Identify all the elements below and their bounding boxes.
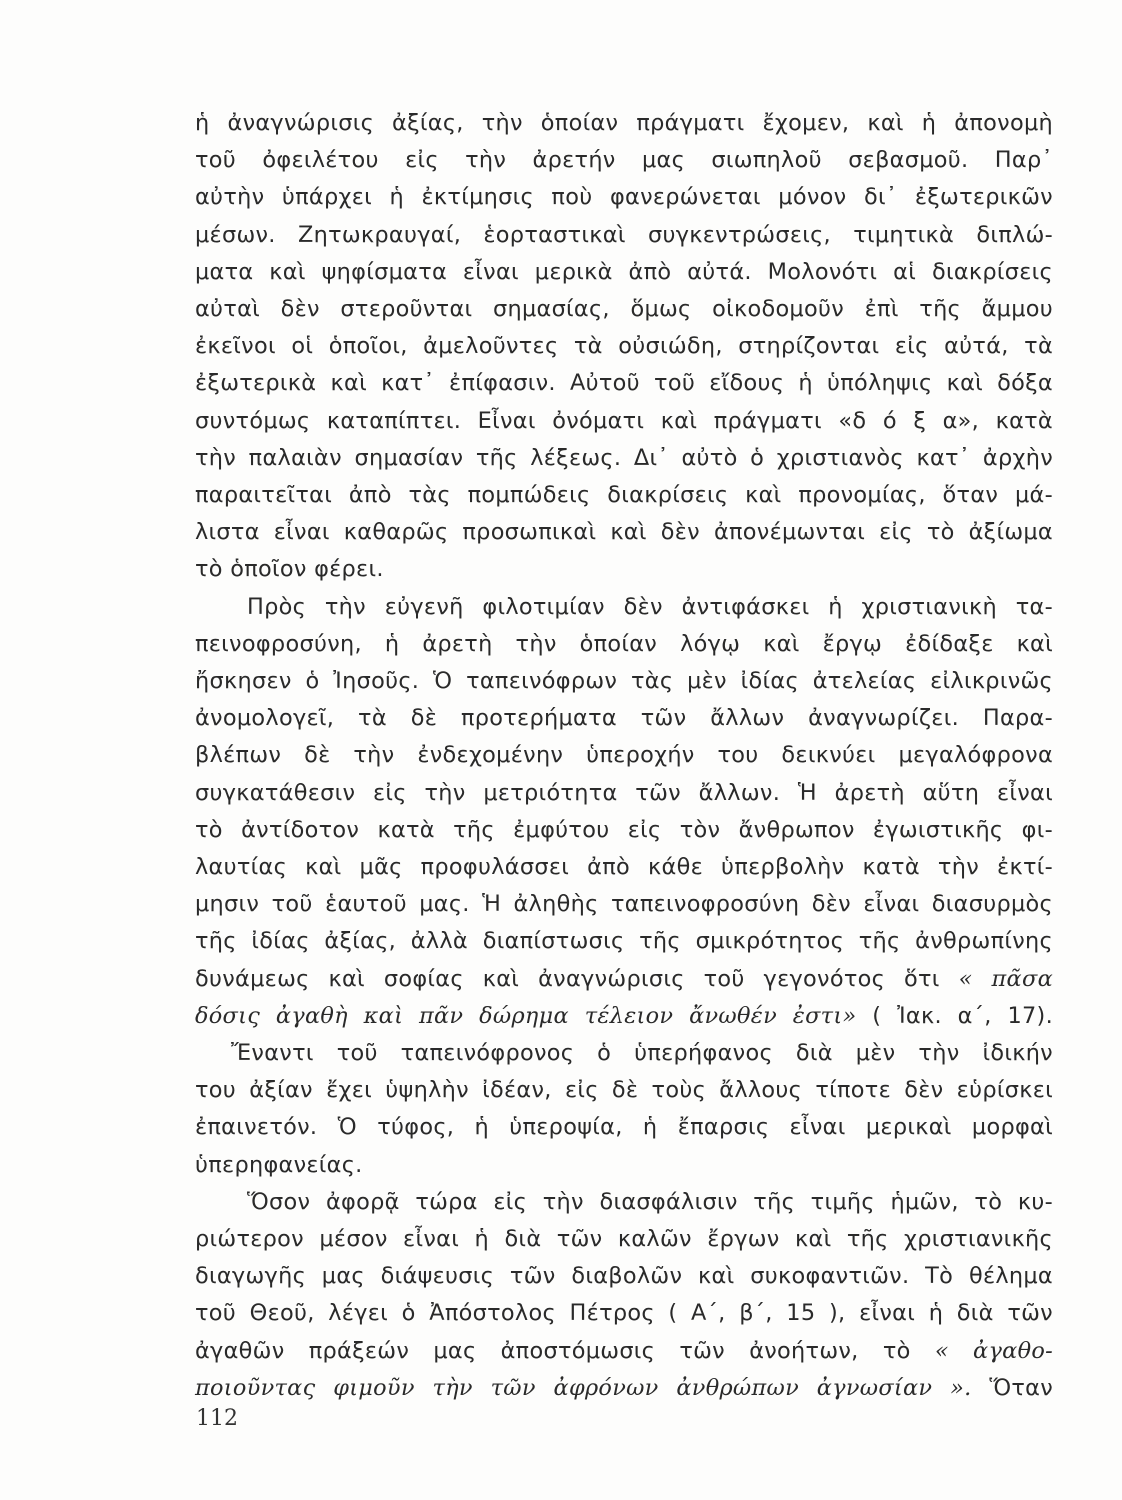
- text-line: Ἔναντι τοῦ ταπεινόφρονος ὁ ὑπερήφανος διὰ μὲν τὴν ἰδικήν: [231, 1040, 1053, 1066]
- text-line: ἐπαινετόν. Ὁ τύφος, ἡ ὑπεροψία, ἡ ἔπαρσις εἶναι μερικαὶ μορφαὶ: [195, 1114, 1053, 1141]
- text-span: ( Ἰακ. α΄, 17).: [872, 1002, 1053, 1029]
- text-line: ἐκεῖνοι οἱ ὁποῖοι, ἀμελοῦντες τὰ οὐσιώδη, στηρίζονται εἰς αὐτά, τὰ: [195, 333, 1053, 360]
- text-line: [195, 964, 1053, 994]
- text-line: λαυτίας καὶ μᾶς προφυλάσσει ἀπὸ κάθε ὑπερβολὴν κατὰ τὴν ἐκτί-: [195, 854, 1053, 880]
- italic-quote: δόσις ἀγαθὴ καὶ πᾶν δώρημα τέλειον ἄνωθέν ἐστι»: [195, 1002, 857, 1029]
- text-line: [195, 1373, 1053, 1403]
- text-line: ριώτερον μέσον εἶναι ἡ διὰ τῶν καλῶν ἔργων καὶ τῆς χριστιανικῆς: [195, 1226, 1053, 1252]
- text-line: συγκατάθεσιν εἰς τὴν μετριότητα τῶν ἄλλων. Ἡ ἀρετὴ αὕτη εἶναι: [195, 779, 1053, 806]
- text-line: τὴν παλαιὰν σημασίαν τῆς λέξεως. Δι᾿ αὐτὸ ὁ χριστιανὸς κατ᾿ ἀρχὴν: [195, 444, 1053, 471]
- italic-quote: ποιοῦντας φιμοῦν τὴν τῶν ἀφρόνων ἀνθρώπων ἀγνωσίαν ».: [195, 1374, 972, 1401]
- italic-quote: « πᾶσα: [958, 965, 1053, 992]
- text-line: τῆς ἰδίας ἀξίας, ἀλλὰ διαπίστωσις τῆς σμικρότητος τῆς ἀνθρωπίνης: [195, 928, 1053, 955]
- text-line: λιστα εἶναι καθαρῶς προσωπικαὶ καὶ δὲν ἀπονέμωνται εἰς τὸ ἀξίωμα: [195, 519, 1053, 546]
- text-line: ἐξωτερικὰ καὶ κατ᾿ ἐπίφασιν. Αὐτοῦ τοῦ εἴδους ἡ ὑπόληψις καὶ δόξα: [195, 370, 1053, 397]
- text-line: πεινοφροσύνη, ἡ ἀρετὴ τὴν ὁποίαν λόγῳ καὶ ἔργῳ ἐδίδαξε καὶ: [195, 630, 1053, 657]
- text-line: τὸ ὁποῖον φέρει.: [195, 556, 384, 583]
- text-line: ὑπερηφανείας.: [195, 1151, 363, 1178]
- text-line: Πρὸς τὴν εὐγενῆ φιλοτιμίαν δὲν ἀντιφάσκει ἡ χριστιανικὴ τα-: [247, 593, 1053, 620]
- text-line: μησιν τοῦ ἑαυτοῦ μας. Ἡ ἀληθὴς ταπεινοφροσύνη δὲν εἶναι διασυρμὸς: [195, 891, 1053, 918]
- text-line: παραιτεῖται ἀπὸ τὰς πομπώδεις διακρίσεις καὶ προνομίας, ὅταν μά-: [195, 482, 1053, 508]
- text-line: τοῦ Θεοῦ, λέγει ὁ Ἀπόστολος Πέτρος ( Α΄, β΄, 15 ), εἶναι ἡ διὰ τῶν: [195, 1300, 1053, 1327]
- text-line: ἡ ἀναγνώρισις ἀξίας, τὴν ὁποίαν πράγματι ἔχομεν, καὶ ἡ ἀπονομὴ: [195, 110, 1053, 136]
- text-span: ἀγαθῶν πράξεών μας ἀποστόμωσις τῶν ἀνοήτων, τὸ: [195, 1337, 911, 1364]
- text-line: συντόμως καταπίπτει. Εἶναι ὀνόματι καὶ πράγματι «δ ό ξ α», κατὰ: [195, 407, 1053, 434]
- page-number: 112: [196, 1406, 238, 1431]
- italic-quote: « ἀγαθο-: [934, 1337, 1053, 1364]
- text-line: [195, 1336, 1053, 1366]
- text-line: του ἀξίαν ἔχει ὑψηλὴν ἰδέαν, εἰς δὲ τοὺς ἄλλους τίποτε δὲν εὑρίσκει: [195, 1077, 1053, 1104]
- text-line: τοῦ ὀφειλέτου εἰς τὴν ἀρετήν μας σιωπηλοῦ σεβασμοῦ. Παρ᾿: [195, 147, 1053, 174]
- text-line: διαγωγῆς μας διάψευσις τῶν διαβολῶν καὶ συκοφαντιῶν. Τὸ θέλημα: [195, 1263, 1053, 1290]
- text-line: Ὅσον ἀφορᾷ τώρα εἰς τὴν διασφάλισιν τῆς τιμῆς ἡμῶν, τὸ κυ-: [247, 1188, 1053, 1215]
- text-line: ματα καὶ ψηφίσματα εἶναι μερικὰ ἀπὸ αὐτά. Μολονότι αἱ διακρίσεις: [195, 258, 1053, 285]
- text-line: αὐτὴν ὑπάρχει ἡ ἐκτίμησις ποὺ φανερώνεται μόνον δι᾿ ἐξωτερικῶν: [195, 184, 1053, 211]
- text-line: τὸ ἀντίδοτον κατὰ τῆς ἐμφύτου εἰς τὸν ἄνθρωπον ἐγωιστικῆς φι-: [195, 816, 1053, 843]
- text-line: βλέπων δὲ τὴν ἐνδεχομένην ὑπεροχήν του δεικνύει μεγαλόφρονα: [195, 742, 1053, 769]
- text-span: δυνάμεως καὶ σοφίας καὶ ἀναγνώρισις τοῦ γεγονότος ὅτι: [195, 965, 940, 992]
- text-line: ἀνομολογεῖ, τὰ δὲ προτερήματα τῶν ἄλλων ἀναγνωρίζει. Παρα-: [195, 705, 1053, 732]
- text-line: αὐταὶ δὲν στεροῦνται σημασίας, ὅμως οἰκοδομοῦν ἐπὶ τῆς ἄμμου: [195, 296, 1053, 322]
- text-line: μέσων. Ζητωκραυγαί, ἑορταστικαὶ συγκεντρώσεις, τιμητικὰ διπλώ-: [195, 221, 1053, 248]
- text-span: Ὅταν: [989, 1374, 1054, 1401]
- text-line: [195, 1001, 1053, 1031]
- text-line: ἤσκησεν ὁ Ἰησοῦς. Ὁ ταπεινόφρων τὰς μὲν ἰδίας ἀτελείας εἰλικρινῶς: [195, 668, 1053, 694]
